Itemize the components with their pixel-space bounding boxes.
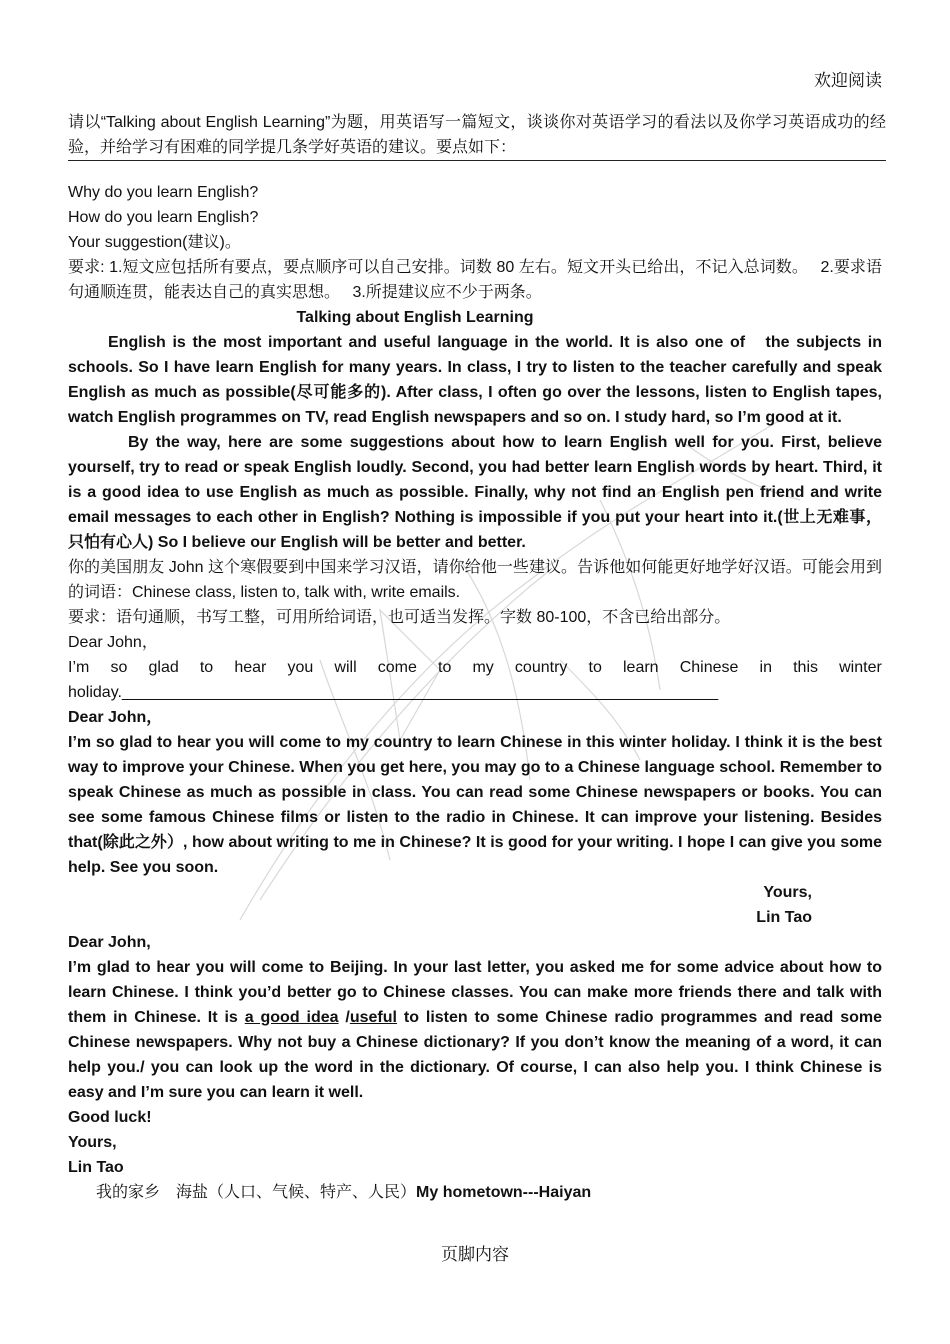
point-why: Why do you learn English? [68,184,259,201]
document-body [68,180,882,1205]
letter2-slash: / [338,1009,350,1026]
prompt-word: learn [622,659,659,676]
requirements-2: 要求：语句通顺，书写工整，可用所给词语，也可适当发挥。字数 80-100，不含已给出部分。 [68,609,731,626]
letter1-signature: Lin Tao [756,909,812,926]
prompt-answer-line: holiday.___________________________________________________________________ [68,684,719,701]
prompt-word: so [110,659,128,676]
prompt-word: in [759,659,772,676]
letter2-text-a: I’m glad to hear you will come to Beijing. In your last letter, you asked me for some advice about how to learn Chinese. I think you’d better go to Chinese classes. You can make more friends there and talk with them in Chinese. It is [68,959,882,1026]
prompt-word: hear [234,659,267,676]
letter1-closing: Yours, [763,884,812,901]
hometown-topic [68,1180,882,1205]
underlined-word-useful: useful [349,1009,397,1026]
prompt-line [68,655,882,680]
essay-paragraph-2: By the way, here are some suggestions about how to learn English well for you. First, believe yourself, try to read or speak English loudly. Second, you had better learn English words by heart. Third, it is a good idea to use English as much as possible. Finally, why not find an English pen friend and write email messages to each other in English? Nothing is impossible if you put your heart into it.(世上无难事，只怕有心人) So I believe our English will be better and better. [68,434,882,551]
prompt-word: my [472,659,494,676]
essay-paragraph-1: English is the most important and useful language in the world. It is also one of the subjects in schools. So I have learn English for many years. In class, I try to listen to the teacher carefully and speak English as much as possible(尽可能多的). After class, I often go over the lessons, listen to English tapes, watch English programmes on TV, read English newspapers and so on. I study hard, so I’m good at it. [68,334,882,426]
underlined-phrase-good-idea: a good idea [244,1009,339,1026]
prompt-word: this [793,659,818,676]
prompt-word: you [287,659,314,676]
prompt-word: to [438,659,452,676]
task2-instructions: 你的美国朋友 John 这个寒假要到中国来学习汉语，请你给他一些建议。告诉他如何能更好地学好汉语。可能会用到的词语：Chinese class, listen to, talk with, write emails. [68,559,882,601]
letter2-body [68,955,882,1105]
letter2-signature: Lin Tao [68,1159,124,1176]
letter2-good-luck: Good luck! [68,1109,152,1126]
prompt-word: country [514,659,568,676]
point-how: How do you learn English? [68,209,259,226]
page-footer: 页脚内容 [441,1245,509,1265]
essay-title: Talking about English Learning [296,309,534,326]
letter2-closing: Yours, [68,1134,117,1151]
prompt-salutation: Dear John， [68,634,158,651]
prompt-word: to [588,659,602,676]
letter1-body: I’m so glad to hear you will come to my country to learn Chinese in this winter holiday. I think it is the best way to improve your Chinese. When you get here, you may go to a Chinese language school. Remember to speak Chinese as much as possible in class. You can read some Chinese newspapers or books. You can see some famous Chinese films or listen to the radio in Chinese. It can improve your listening. Besides that(除此之外）, how about writing to me in Chinese? It is good for your writing. I hope I can give you some help. See you soon. [68,734,882,876]
letter2-salutation: Dear John, [68,934,151,951]
prompt-word: glad [148,659,179,676]
point-suggestion: Your suggestion(建议)。 [68,234,241,251]
task1-instructions: 请以“Talking about English Learning”为题，用英语写一篇短文，谈谈你对英语学习的看法以及你学习英语成功的经验，并给学习有困难的同学提几条学好英语的建议。要点如下： [68,114,886,156]
hometown-topic-cn: 我的家乡 海盐（人口、气候、特产、人民） [96,1184,417,1201]
prompt-word: I’m [68,659,90,676]
prompt-word: come [377,659,417,676]
prompt-word: Chinese [679,659,739,676]
requirements-1: 要求: 1.短文应包括所有要点，要点顺序可以自己安排。词数 80 左右。短文开头已给出，不记入总词数。 2.要求语句通顺连贯，能表达自己的真实思想。 3.所提建议应不少于两条。 [68,259,882,301]
hometown-topic-en: My hometown---Haiyan [416,1184,592,1201]
letter2-text-b: to listen to some Chinese radio programmes and read some Chinese newspapers. Why not buy a Chinese dictionary? If you don’t know the meaning of a word, it can help you./ you can look up the word in the dictionary. Of course, I can also help you. I think Chinese is easy and I’m sure you can learn it well. [68,1009,883,1101]
header-rule [68,160,886,161]
header-text: 欢迎阅读 [814,71,882,91]
prompt-word: to [199,659,214,676]
letter1-salutation: Dear John， [68,709,163,726]
prompt-word: will [334,659,357,676]
prompt-word: winter [839,659,882,676]
